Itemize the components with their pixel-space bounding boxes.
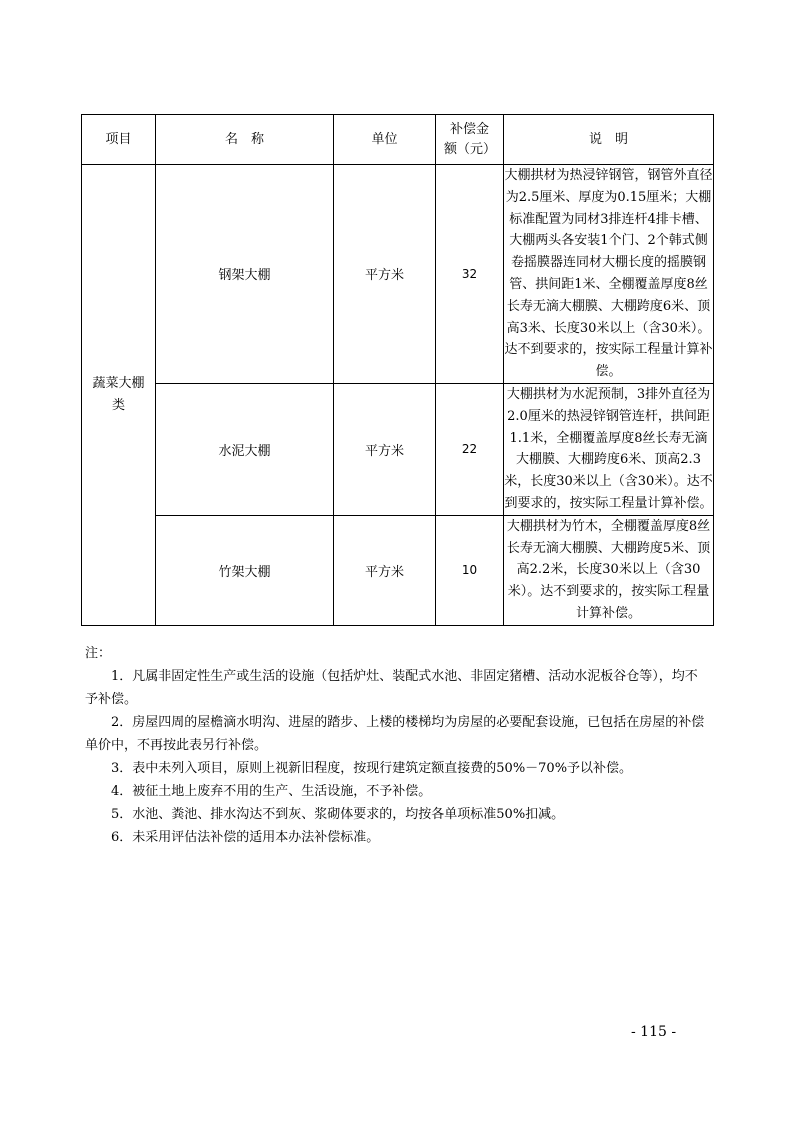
header-item: 项目 bbox=[82, 115, 156, 165]
category-cell: 蔬菜大棚类 bbox=[82, 165, 156, 626]
table-row bbox=[82, 383, 714, 515]
row-amount: 32 bbox=[436, 165, 504, 384]
notes-heading: 注： bbox=[85, 646, 112, 661]
header-name: 名 称 bbox=[156, 115, 334, 165]
table-row bbox=[82, 515, 714, 625]
page-number: - 115 - bbox=[631, 1024, 677, 1040]
row-amount: 10 bbox=[436, 515, 504, 625]
notes-section bbox=[85, 642, 710, 849]
row-unit: 平方米 bbox=[334, 515, 436, 625]
row-name: 竹架大棚 bbox=[156, 515, 334, 625]
note-item: 2．房屋四周的屋檐滴水明沟、进屋的踏步、上楼的楼梯均为房屋的必要配套设施，已包括在房屋的补偿单价中，不再按此表另行补偿。 bbox=[85, 715, 705, 753]
table-row bbox=[82, 165, 714, 384]
row-unit: 平方米 bbox=[334, 165, 436, 384]
note-item: 3．表中未列入项目，原则上视新旧程度，按现行建筑定额直接费的50%－70%予以补偿。 bbox=[111, 761, 633, 776]
row-name: 水泥大棚 bbox=[156, 383, 334, 515]
row-name: 钢架大棚 bbox=[156, 165, 334, 384]
note-item: 4．被征土地上废弃不用的生产、生活设施，不予补偿。 bbox=[111, 784, 432, 799]
header-unit: 单位 bbox=[334, 115, 436, 165]
compensation-table bbox=[81, 114, 714, 626]
row-description: 大棚拱材为热浸锌钢管，钢管外直径为2.5厘米、厚度为0.15厘米；大棚标准配置为同材3排连杆4排卡槽、大棚两头各安装1个门、2个韩式侧卷摇膜器连同材大棚长度的摇膜钢管、拱间距1米、全棚覆盖厚度8丝长寿无滴大棚膜、大棚跨度6米、顶高3米、长度30米以上（含30米）。达不到要求的，按实际工程量计算补偿。 bbox=[504, 165, 714, 384]
row-description: 大棚拱材为水泥预制，3排外直径为2.0厘米的热浸锌钢管连杆，拱间距1.1米，全棚覆盖厚度8丝长寿无滴大棚膜、大棚跨度6米、顶高2.3米，长度30米以上（含30米）。达不到要求的，按实际工程量计算补偿。 bbox=[504, 383, 714, 515]
header-description: 说 明 bbox=[504, 115, 714, 165]
row-unit: 平方米 bbox=[334, 383, 436, 515]
table-header-row bbox=[82, 115, 714, 165]
note-item: 5．水池、粪池、排水沟达不到灰、浆砌体要求的，均按各单项标准50%扣减。 bbox=[111, 807, 565, 822]
note-item: 1．凡属非固定性生产或生活的设施（包括炉灶、装配式水池、非固定猪槽、活动水泥板谷仓等），均不予补偿。 bbox=[85, 669, 698, 707]
row-description: 大棚拱材为竹木，全棚覆盖厚度8丝长寿无滴大棚膜、大棚跨度5米、顶高2.2米，长度30米以上（含30米）。达不到要求的，按实际工程量计算补偿。 bbox=[504, 515, 714, 625]
note-item: 6．未采用评估法补偿的适用本办法补偿标准。 bbox=[111, 830, 380, 845]
row-amount: 22 bbox=[436, 383, 504, 515]
header-amount: 补偿金额（元） bbox=[436, 115, 504, 165]
